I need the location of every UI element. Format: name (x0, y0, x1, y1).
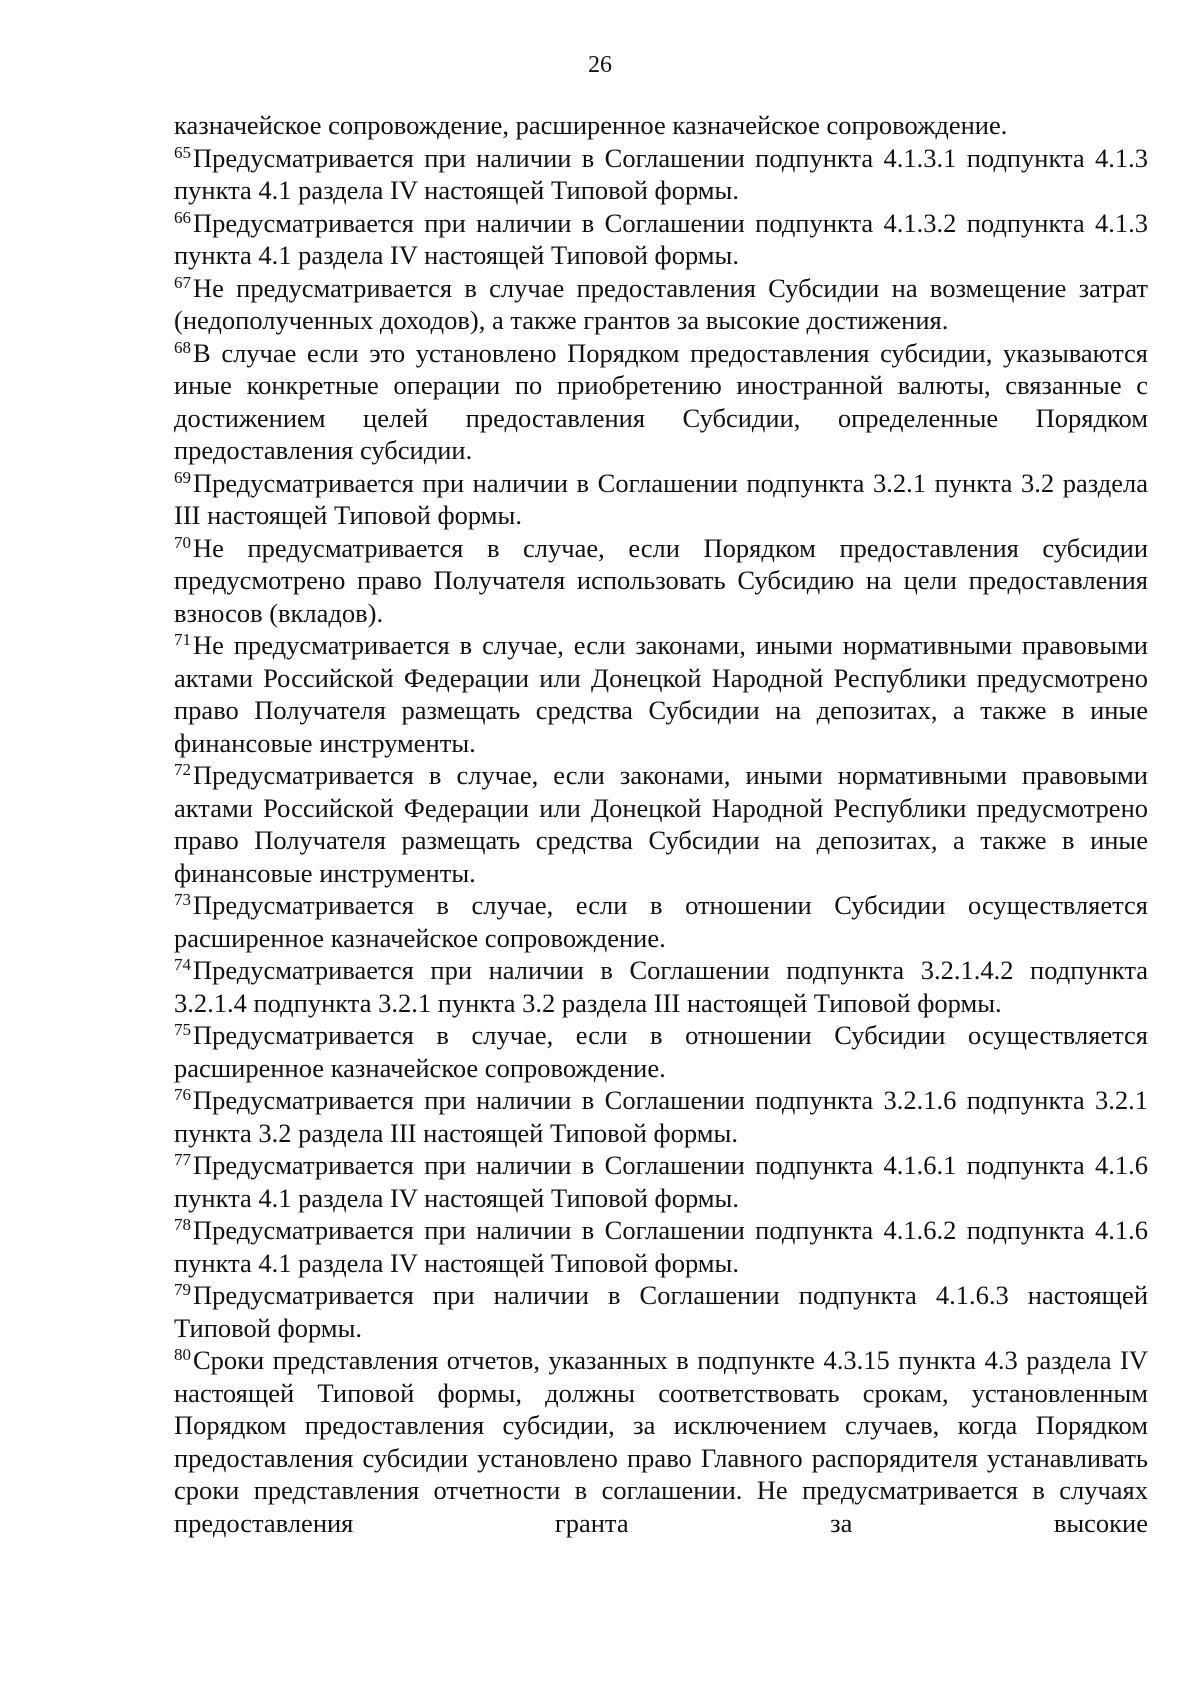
footnote-67 (174, 272, 1148, 337)
footnote-80 (174, 1344, 1148, 1539)
footnote-marker: 78 (174, 1215, 191, 1234)
footnote-79 (174, 1279, 1148, 1344)
footnote-78 (174, 1214, 1148, 1279)
footnote-marker: 77 (174, 1150, 191, 1169)
footnote-text: Предусматривается при наличии в Соглашении подпункта 3.2.1.6 подпункта 3.2.1 пункта 3.2 раздела III настоящей Типовой формы. (174, 1085, 1148, 1148)
footnote-text: Предусматривается в случае, если законами, иными нормативными правовыми актами Российской Федерации или Донецкой Народной Республики предусмотрено право Получателя размещать средства Субсидии на депозитах, а также в иные финансовые инструменты. (174, 760, 1148, 888)
footnote-72 (174, 759, 1148, 889)
footnote-text: Сроки представления отчетов, указанных в подпункте 4.3.15 пункта 4.3 раздела IV настоящей Типовой формы, должны соответствовать срокам, установленным Порядком предоставления субсидии, за исключением случаев, когда Порядком предоставления субсидии установлено право Главного распорядителя устанавливать сроки представления отчетности в соглашении. Не предусматривается в случаях предоставления гранта за высокие (174, 1345, 1148, 1538)
footnote-marker: 70 (174, 532, 191, 552)
footnote-text: Предусматривается при наличии в Соглашении подпункта 4.1.3.1 подпункта 4.1.3 пункта 4.1 раздела IV настоящей Типовой формы. (174, 142, 1148, 205)
footnote-70 (174, 532, 1148, 630)
footnote-text: В случае если это установлено Порядком предоставления субсидии, указываются иные конкретные операции по приобретению иностранной валюты, связанные с достижением целей предоставления Субсидии, определенные Порядком предоставления субсидии. (174, 337, 1148, 465)
continuation-text: казначейское сопровождение, расширенное казначейское сопровождение. (174, 110, 1008, 140)
footnote-marker: 71 (174, 630, 191, 649)
footnote-marker: 68 (174, 337, 191, 357)
footnote-marker: 73 (174, 890, 191, 909)
footnote-text: Предусматривается при наличии в Соглашении подпункта 4.1.6.3 настоящей Типовой формы. (174, 1280, 1148, 1343)
footnote-text: Предусматривается при наличии в Соглашении подпункта 4.1.6.2 подпункта 4.1.6 пункта 4.1 раздела IV настоящей Типовой формы. (174, 1215, 1148, 1278)
footnote-marker: 72 (174, 760, 191, 779)
footnote-68 (174, 337, 1148, 467)
footnote-76 (174, 1084, 1148, 1149)
footnote-marker: 66 (174, 207, 191, 227)
page-number: 26 (588, 52, 612, 78)
footnote-73 (174, 889, 1148, 954)
footnote-text: Не предусматривается в случае, если Порядком предоставления субсидии предусмотрено право Получателя использовать Субсидию на цели предоставления взносов (вкладов). (174, 532, 1148, 628)
footnote-text: Предусматривается при наличии в Соглашении подпункта 3.2.1 пункта 3.2 раздела III настоящей Типовой формы. (174, 467, 1148, 530)
footnote-marker: 74 (174, 955, 191, 974)
footnotes-section (174, 109, 1148, 1539)
footnote-69 (174, 467, 1148, 532)
footnote-text: Предусматривается в случае, если в отношении Субсидии осуществляется расширенное казначейское сопровождение. (174, 890, 1148, 953)
footnote-text: Предусматривается при наличии в Соглашении подпункта 4.1.6.1 подпункта 4.1.6 пункта 4.1 раздела IV настоящей Типовой формы. (174, 1150, 1148, 1213)
footnote-marker: 79 (174, 1280, 191, 1299)
footnote-71 (174, 629, 1148, 759)
footnote-74 (174, 954, 1148, 1019)
footnote-marker: 75 (174, 1020, 191, 1039)
footnote-text: Не предусматривается в случае предоставления Субсидии на возмещение затрат (недополученных доходов), а также грантов за высокие достижения. (174, 272, 1148, 335)
footnote-text: Не предусматривается в случае, если законами, иными нормативными правовыми актами Российской Федерации или Донецкой Народной Республики предусмотрено право Получателя размещать средства Субсидии на депозитах, а также в иные финансовые инструменты. (174, 630, 1148, 758)
footnote-text: Предусматривается при наличии в Соглашении подпункта 4.1.3.2 подпункта 4.1.3 пункта 4.1 раздела IV настоящей Типовой формы. (174, 207, 1148, 270)
footnote-marker: 67 (174, 272, 191, 292)
footnote-text: Предусматривается при наличии в Соглашении подпункта 3.2.1.4.2 подпункта 3.2.1.4 подпункта 3.2.1 пункта 3.2 раздела III настоящей Типовой формы. (174, 955, 1148, 1018)
footnote-text: Предусматривается в случае, если в отношении Субсидии осуществляется расширенное казначейское сопровождение. (174, 1020, 1148, 1083)
footnote-marker: 69 (174, 467, 191, 487)
footnote-marker: 76 (174, 1085, 191, 1104)
footnote-77 (174, 1149, 1148, 1214)
footnote-marker: 80 (174, 1345, 191, 1364)
footnote-75 (174, 1019, 1148, 1084)
footnote-65 (174, 142, 1148, 207)
footnote-marker: 65 (174, 142, 191, 162)
footnote-66 (174, 207, 1148, 272)
